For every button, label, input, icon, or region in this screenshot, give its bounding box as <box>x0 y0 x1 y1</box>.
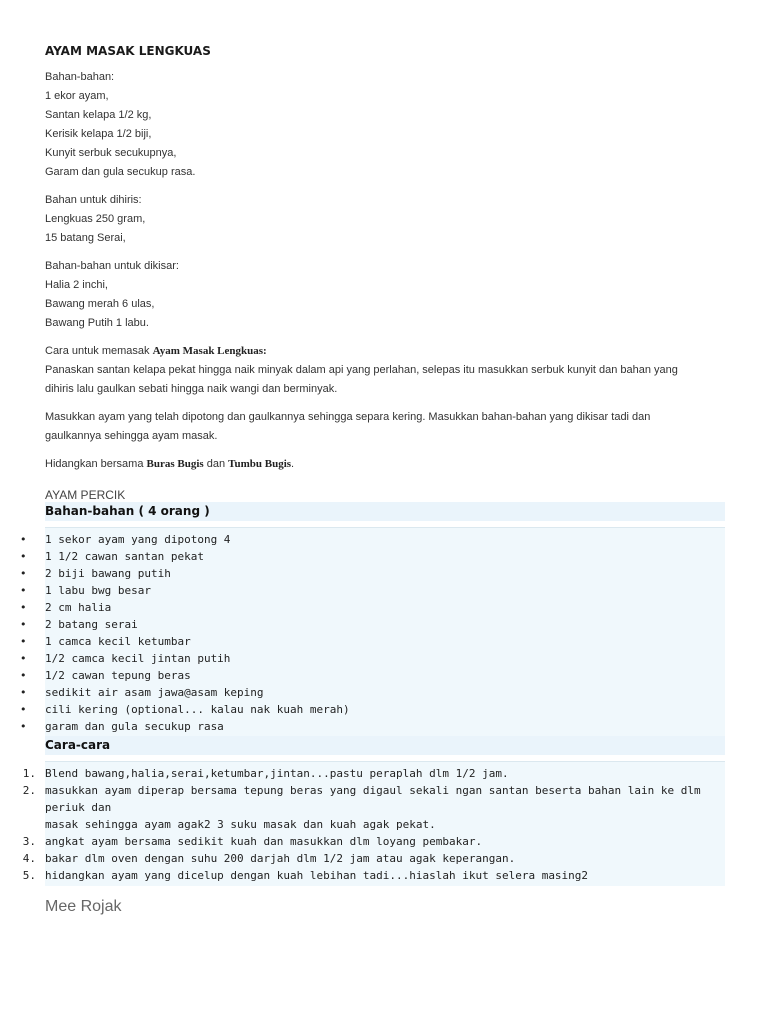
list-item <box>22 850 725 867</box>
bullet: • <box>20 686 27 699</box>
method-box <box>22 761 725 886</box>
list-item <box>20 684 725 701</box>
serving-text: . <box>291 458 295 470</box>
method-paragraph <box>45 342 725 399</box>
method-intro <box>45 342 725 361</box>
method-paragraph <box>45 408 725 446</box>
serving-note <box>45 455 725 474</box>
method-numbered-list <box>22 765 725 884</box>
ingredients-label: Bahan-bahan: <box>45 71 115 83</box>
recipe-page <box>20 40 725 916</box>
list-item <box>20 701 725 718</box>
bullet: • <box>20 533 27 546</box>
serving-text: dan <box>203 458 229 470</box>
bullet: • <box>20 601 27 614</box>
ground-ingredients <box>45 257 725 333</box>
list-item <box>20 667 725 684</box>
bullet: • <box>20 652 27 665</box>
step-text-cont: masak sehingga ayam agak2 3 suku masak dan kuah agak pekat. <box>45 818 436 831</box>
ingredient: Bawang Putih 1 labu. <box>45 317 149 329</box>
serving-dish-2: Tumbu Bugis <box>228 458 292 470</box>
ingredient: Garam dan gula secukup rasa. <box>45 166 196 178</box>
ground-label: Bahan-bahan untuk dikisar: <box>45 260 179 272</box>
step-number: 1. <box>22 767 36 780</box>
serving-text: Hidangkan bersama <box>45 458 147 470</box>
ingredient: Santan kelapa 1/2 kg, <box>45 109 152 121</box>
list-item <box>20 599 725 616</box>
ingredient: 15 batang Serai, <box>45 232 126 244</box>
step-text: hidangkan ayam yang dicelup dengan kuah lebihan tadi...hiaslah ikut selera masing2 <box>45 869 589 882</box>
step-number: 2. <box>22 784 36 797</box>
method-intro-dish: Ayam Masak Lengkuas: <box>152 345 267 357</box>
ingredient: Halia 2 inchi, <box>45 279 108 291</box>
list-item-text: 1 labu bwg besar <box>45 584 151 597</box>
step-number: 4. <box>22 852 36 865</box>
step-text: angkat ayam bersama sedikit kuah dan masukkan dlm loyang pembakar. <box>45 835 483 848</box>
sliced-ingredients <box>45 191 725 248</box>
list-item <box>22 867 725 884</box>
method-step-line: Masukkan ayam yang telah dipotong dan gaulkannya sehingga separa kering. Masukkan bahan-bahan yang dikisar tadi dan <box>45 411 651 423</box>
bullet: • <box>20 618 27 631</box>
method-intro-text: Cara untuk memasak <box>45 345 153 357</box>
list-item-text: 2 batang serai <box>45 618 138 631</box>
method-step-line: dihiris lalu gaulkan sebati hingga naik wangi dan berminyak. <box>45 383 338 395</box>
bullet: • <box>20 550 27 563</box>
list-item <box>20 633 725 650</box>
ingredient: Kerisik kelapa 1/2 biji, <box>45 128 152 140</box>
list-item <box>20 616 725 633</box>
bullet: • <box>20 720 27 733</box>
next-recipe-title: Mee Rojak <box>45 898 122 915</box>
ingredient: Lengkuas 250 gram, <box>45 213 146 225</box>
step-text: masukkan ayam diperap bersama tepung beras yang digaul sekali ngan santan beserta bahan lain ke dlm periuk dan <box>45 784 701 814</box>
list-item-text: 1/2 camca kecil jintan putih <box>45 652 231 665</box>
method-step-line: gaulkannya sehingga ayam masak. <box>45 430 218 442</box>
method-step-line: Panaskan santan kelapa pekat hingga naik minyak dalam api yang perlahan, selepas itu masukkan serbuk kunyit dan bahan yang <box>45 364 678 376</box>
bullet: • <box>20 635 27 648</box>
ingredient: Bawang merah 6 ulas, <box>45 298 155 310</box>
list-item <box>20 565 725 582</box>
ingredients-header: Bahan-bahan ( 4 orang ) <box>45 502 725 521</box>
recipe-title: AYAM MASAK LENGKUAS <box>45 44 211 58</box>
list-item-text: 1 sekor ayam yang dipotong 4 <box>45 533 231 546</box>
list-item-text: 1/2 cawan tepung beras <box>45 669 191 682</box>
list-item-text: sedikit air asam jawa@asam keping <box>45 686 264 699</box>
ingredient: Kunyit serbuk secukupnya, <box>45 147 177 159</box>
step-text: bakar dlm oven dengan suhu 200 darjah dlm 1/2 jam atau agak keperangan. <box>45 852 516 865</box>
recipe-title-2: AYAM PERCIK <box>45 488 126 502</box>
bullet: • <box>20 567 27 580</box>
list-item <box>20 582 725 599</box>
bullet: • <box>20 669 27 682</box>
ingredients-list <box>45 68 725 182</box>
step-text: Blend bawang,halia,serai,ketumbar,jintan...pastu peraplah dlm 1/2 jam. <box>45 767 509 780</box>
list-item <box>22 765 725 782</box>
list-item <box>22 833 725 850</box>
serving-dish-1: Buras Bugis <box>146 458 204 470</box>
list-item-text: garam dan gula secukup rasa <box>45 720 224 733</box>
list-item <box>20 718 725 735</box>
bullet: • <box>20 584 27 597</box>
list-item-text: 1 camca kecil ketumbar <box>45 635 191 648</box>
step-number: 3. <box>22 835 36 848</box>
ingredient: 1 ekor ayam, <box>45 90 109 102</box>
ingredients-box <box>20 527 725 737</box>
list-item-text: cili kering (optional... kalau nak kuah merah) <box>45 703 350 716</box>
list-item-text: 2 cm halia <box>45 601 112 614</box>
ingredients-bullet-list <box>20 531 725 735</box>
list-item <box>20 650 725 667</box>
list-item-text: 2 biji bawang putih <box>45 567 171 580</box>
bullet: • <box>20 703 27 716</box>
sliced-label: Bahan untuk dihiris: <box>45 194 142 206</box>
list-item <box>20 548 725 565</box>
method-header: Cara-cara <box>45 736 725 755</box>
step-number: 5. <box>22 869 36 882</box>
list-item <box>22 782 725 833</box>
list-item-text: 1 1/2 cawan santan pekat <box>45 550 204 563</box>
list-item <box>20 531 725 548</box>
